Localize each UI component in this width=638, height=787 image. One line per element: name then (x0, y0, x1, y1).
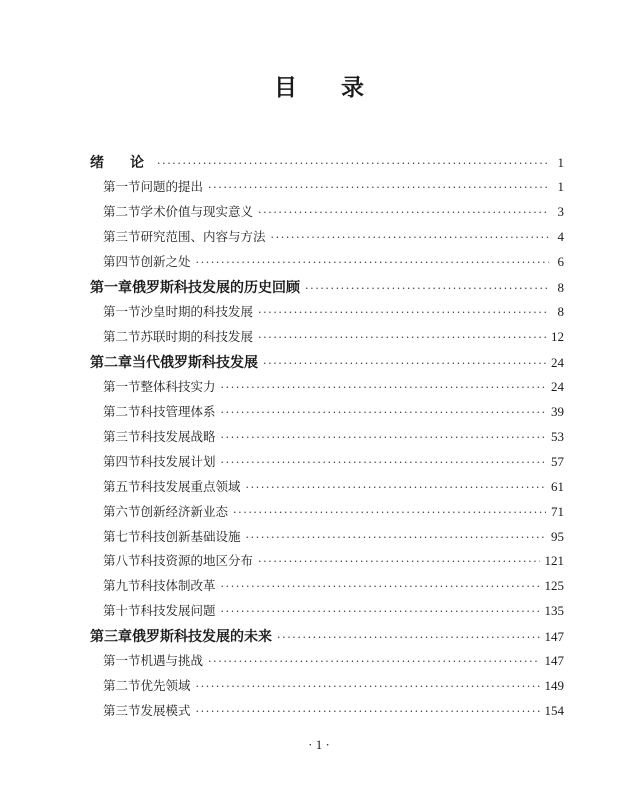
toc-entry-number: 第一节 (103, 304, 141, 320)
toc-entry-page: 8 (557, 304, 564, 320)
page-title: 目录 (274, 75, 408, 101)
toc-entry-page: 57 (551, 453, 564, 469)
toc-entry-page: 149 (544, 678, 564, 694)
toc-entry-number: 第十节 (103, 603, 141, 619)
toc-entry-number: 第一节 (103, 179, 141, 195)
toc-entry-number: 第七节 (103, 528, 141, 544)
toc-entry-title: 创新经济新业态 (140, 503, 229, 519)
dot-leader (246, 481, 546, 494)
dot-leader (258, 331, 546, 344)
toc-entry-title: 整体科技实力 (140, 379, 216, 395)
toc-entry-title: 科技发展计划 (140, 453, 216, 469)
toc-entry-number: 第八节 (103, 553, 141, 569)
toc-entry-page: 61 (551, 478, 564, 494)
toc-chapter-entry[interactable] (90, 152, 564, 177)
toc-section-entry[interactable] (90, 452, 564, 477)
toc-entry-title: 沙皇时期的科技发展 (140, 304, 254, 320)
toc-entry-title: 科技发展重点领域 (140, 478, 241, 494)
toc-entry-number: 第二节 (103, 204, 141, 220)
toc-entry-page: 39 (551, 404, 564, 420)
toc-section-entry[interactable] (90, 227, 564, 252)
toc-section-entry[interactable] (90, 651, 564, 676)
dot-leader (263, 357, 546, 370)
toc-section-entry[interactable] (90, 252, 564, 277)
toc-entry-page: 121 (544, 553, 564, 569)
toc-chapter-entry[interactable] (90, 626, 564, 651)
toc-entry-number: 第三节 (103, 429, 141, 445)
toc-entry-page: 3 (557, 204, 564, 220)
toc-entry-title: 创新之处 (140, 253, 191, 269)
toc-entry-page: 71 (551, 503, 564, 519)
dot-leader (246, 531, 546, 544)
dot-leader (157, 157, 549, 170)
toc-section-entry[interactable] (90, 377, 564, 402)
dot-leader (221, 605, 540, 618)
dot-leader (221, 580, 540, 593)
toc-entry-title: 科技资源的地区分布 (140, 553, 254, 569)
toc-entry-page: 1 (557, 179, 564, 195)
toc-section-entry[interactable] (90, 177, 564, 202)
toc-entry-title: 俄罗斯科技发展的未来 (132, 629, 272, 646)
toc-section-entry[interactable] (90, 527, 564, 552)
toc-entry-number: 第一节 (103, 379, 141, 395)
toc-entry-page: 12 (551, 329, 564, 345)
toc-section-entry[interactable] (90, 402, 564, 427)
dot-leader (221, 431, 546, 444)
toc-section-entry[interactable] (90, 676, 564, 701)
toc-section-entry[interactable] (90, 427, 564, 452)
toc-entry-title: 科技管理体系 (140, 404, 216, 420)
toc-entry-title: 研究范围、内容与方法 (140, 229, 266, 245)
table-of-contents (90, 152, 564, 726)
toc-section-entry[interactable] (90, 302, 564, 327)
toc-entry-number: 第四节 (103, 253, 141, 269)
dot-leader (305, 282, 549, 295)
toc-entry-title: 科技创新基础设施 (140, 528, 241, 544)
dot-leader (196, 680, 540, 693)
toc-entry-page: 4 (557, 229, 564, 245)
toc-entry-page: 53 (551, 429, 564, 445)
toc-entry-page: 135 (544, 603, 564, 619)
dot-leader (271, 231, 549, 244)
toc-entry-number: 第一节 (103, 653, 141, 669)
toc-entry-number: 第三节 (103, 229, 141, 245)
toc-entry-number: 第六节 (103, 503, 141, 519)
toc-entry-page: 24 (551, 354, 564, 370)
dot-leader (258, 555, 539, 568)
dot-leader (258, 306, 549, 319)
toc-section-entry[interactable] (90, 477, 564, 502)
toc-entry-number: 第一章 (90, 279, 132, 296)
toc-entry-page: 8 (557, 279, 564, 295)
toc-entry-page: 147 (544, 653, 564, 669)
toc-chapter-entry[interactable] (90, 352, 564, 377)
toc-section-entry[interactable] (90, 701, 564, 726)
toc-section-entry[interactable] (90, 202, 564, 227)
toc-section-entry[interactable] (90, 576, 564, 601)
toc-entry-page: 24 (551, 379, 564, 395)
toc-entry-page: 95 (551, 528, 564, 544)
dot-leader (221, 406, 546, 419)
dot-leader (208, 655, 539, 668)
dot-leader (196, 256, 549, 269)
toc-entry-number: 第三节 (103, 703, 141, 719)
dot-leader (208, 181, 549, 194)
toc-entry-number: 第五节 (103, 478, 141, 494)
toc-entry-number: 第四节 (103, 453, 141, 469)
dot-leader (221, 456, 546, 469)
toc-entry-title: 科技发展战略 (140, 429, 216, 445)
toc-entry-number: 第九节 (103, 578, 141, 594)
toc-entry-title: 问题的提出 (140, 179, 204, 195)
toc-section-entry[interactable] (90, 601, 564, 626)
toc-entry-number: 第二节 (103, 329, 141, 345)
toc-entry-page: 125 (544, 578, 564, 594)
dot-leader (196, 705, 540, 718)
toc-entry-page: 154 (544, 703, 564, 719)
toc-entry-title: 科技体制改革 (140, 578, 216, 594)
toc-entry-number: 第三章 (90, 629, 132, 646)
dot-leader (277, 631, 540, 644)
dot-leader (233, 506, 546, 519)
page-number: · 1 · (308, 737, 330, 752)
toc-entry-title: 科技发展问题 (140, 603, 216, 619)
toc-entry-title: 学术价值与现实意义 (140, 204, 254, 220)
toc-section-entry[interactable] (90, 327, 564, 352)
dot-leader (221, 381, 546, 394)
toc-chapter-entry[interactable] (90, 277, 564, 302)
toc-entry-number: 第二节 (103, 404, 141, 420)
dot-leader (258, 206, 549, 219)
toc-section-entry[interactable] (90, 551, 564, 576)
toc-entry-title: 当代俄罗斯科技发展 (132, 354, 258, 371)
toc-entry-title: 苏联时期的科技发展 (140, 329, 254, 345)
toc-entry-page: 147 (544, 629, 564, 645)
toc-entry-title: 发展模式 (140, 703, 191, 719)
toc-entry-title: 机遇与挑战 (140, 653, 204, 669)
toc-entry-number: 第二节 (103, 678, 141, 694)
toc-entry-page: 1 (557, 155, 564, 170)
toc-section-entry[interactable] (90, 502, 564, 527)
toc-entry-number: 绪论 (90, 155, 170, 171)
toc-entry-number: 第二章 (90, 354, 132, 371)
toc-entry-title: 俄罗斯科技发展的历史回顾 (132, 279, 300, 296)
toc-entry-title: 优先领域 (140, 678, 191, 694)
toc-entry-page: 6 (557, 253, 564, 269)
